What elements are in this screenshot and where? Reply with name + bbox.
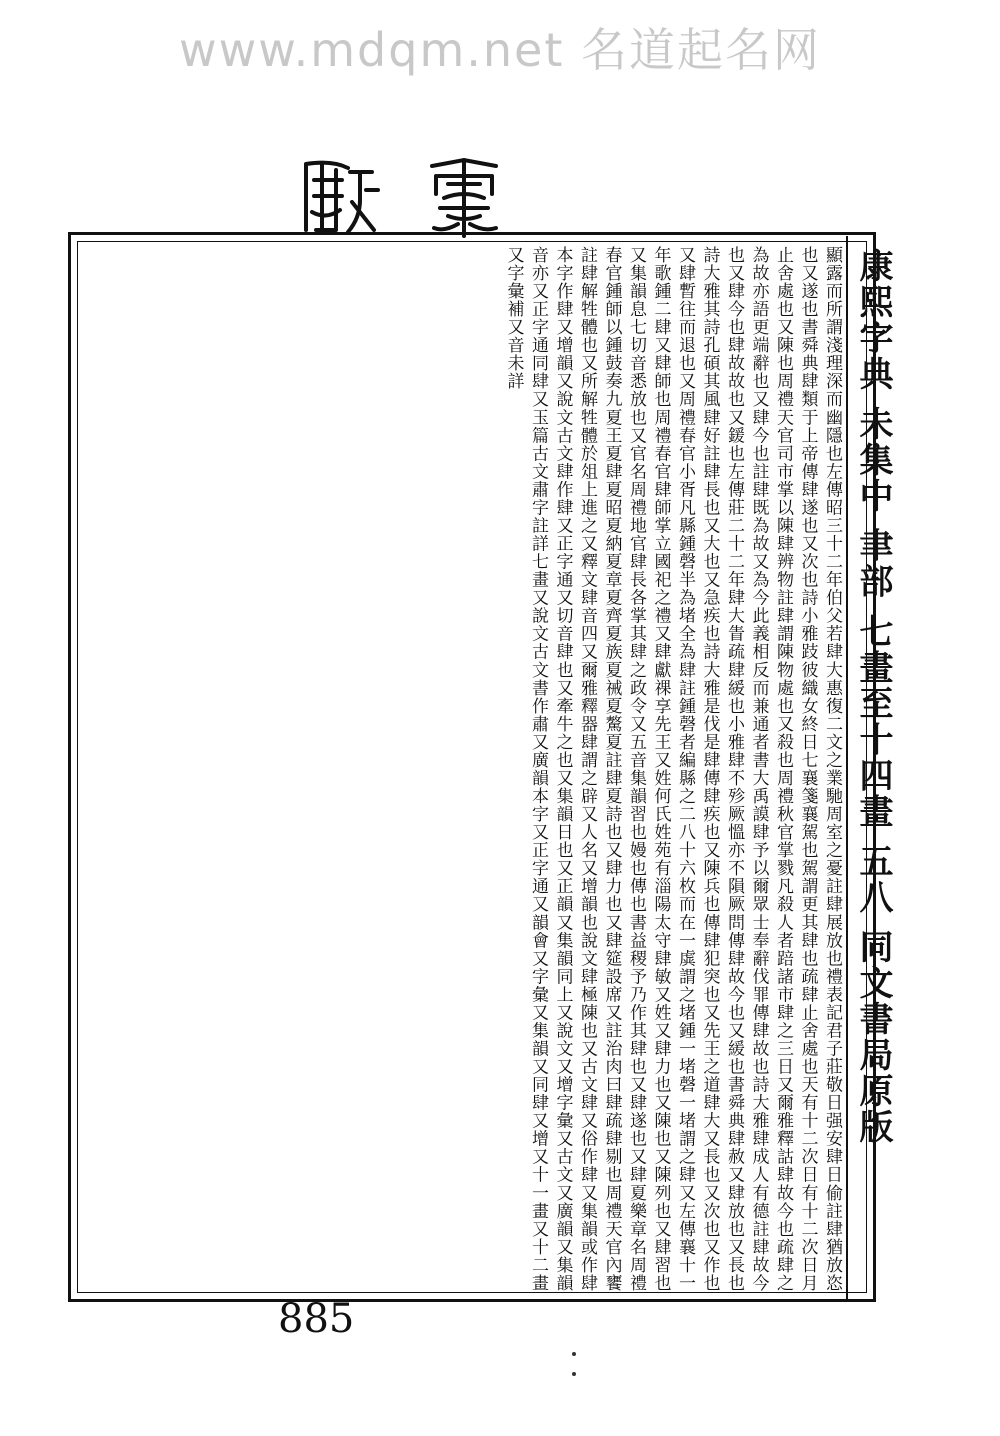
dictionary-body [80,246,844,1292]
seal-glyph-right-icon [418,150,510,242]
seal-glyph-left-icon [292,150,384,242]
header-separator [846,236,848,1302]
seal-character-right [418,150,510,242]
scan-speck [572,1372,576,1376]
page-number: 885 [278,1296,355,1342]
dictionary-entries-text: 顯露而所謂淺理深而幽隱也左傳昭三十二年伯父若肆大惠復二文之業馳周室之憂註肆展放也禮表記君子莊敬日强安肆日偷註肆猶放恣也又遂也書舜典肆類于上帝傳肆遂也又次也詩小雅跂彼織女終日七襄箋襄駕也駕謂更其肆也疏肆止舍處也天有十二次日有十二次日月止舍處也又陳也周禮天官司市掌以陳肆辨物註肆謂陳物處也又殺也周禮秋官掌戮凡殺人者踣諸市肆之三日又爾雅釋詁肆故今也疏肆之為故亦語更端辭也又肆今也註肆既為故又為今此義相反而兼通者書大禹謨肆予以爾眾士奉辭伐罪傳肆故也詩大雅肆成人有德註肆故今也又肆今也肆故故也又鍰也左傳莊二十二年肆大眚疏肆緩也小雅肆不殄厥慍亦不隕厥問傳肆故今也又緩也書舜典肆赦又肆放也又長也詩大雅其詩孔碩其風肆好註肆長也又大也又急疾也詩大雅是伐是肆傳肆疾也又陳兵也傳肆犯突也又先王之道肆大又長也又次也又作也又肆暫往而退也又周禮春官小胥凡縣鍾磬半為堵全為肆註鍾磬者編縣之二八十六枚而在一虡謂之堵鍾一堵磬一堵謂之肆又左傳襄十一年歌鍾二肆又肆師也周禮春官肆師掌立國祀之禮又肆獻祼享先王又姓何氏姓苑有淄陽太守肆敏又姓又肆力也又陳也又陳列也又肆習也又集韻息七切音悉放也又官名周禮地官肆長各掌其肆之政令又五音集韻習也嫚也傳也書益稷予乃作其肆也又肆遂也又肆夏樂章名周禮春官鍾師以鍾鼓奏九夏王夏肆夏昭夏納夏章夏齊夏族夏祴夏驁夏註肆夏詩也又肆力也又肆筵設席又註治肉曰肆疏肆剔也周禮天官內饔註肆解牲體也又所解牲體於俎上進之又釋文肆音四又爾雅釋器肆謂之辟又人名又增韻也說文肆極陳也又古文肆又俗作肆又集韻或作肆本字作肆又增韻又說文古文肆作肆又正字通又切音肆也又牽牛之也又集韻日也又正韻又集韻同上又說文又增字彙又古文又廣韻又集韻音亦又正字通同肆又玉篇古文肅字註詳七畫又說文古文書作肅又廣韻本字又正字通又韻會又字彙又集韻又同肆又增又十一畫又十二畫又字彙補又音未詳 [503,246,842,1292]
scan-speck [572,1352,576,1356]
page-header: 康熙字典 未集中 聿部 七畫至十四畫 五八 同文書局原版 [853,248,893,1146]
seal-character-left [292,150,384,242]
watermark: www.mdqm.net 名道起名网 [178,23,822,77]
